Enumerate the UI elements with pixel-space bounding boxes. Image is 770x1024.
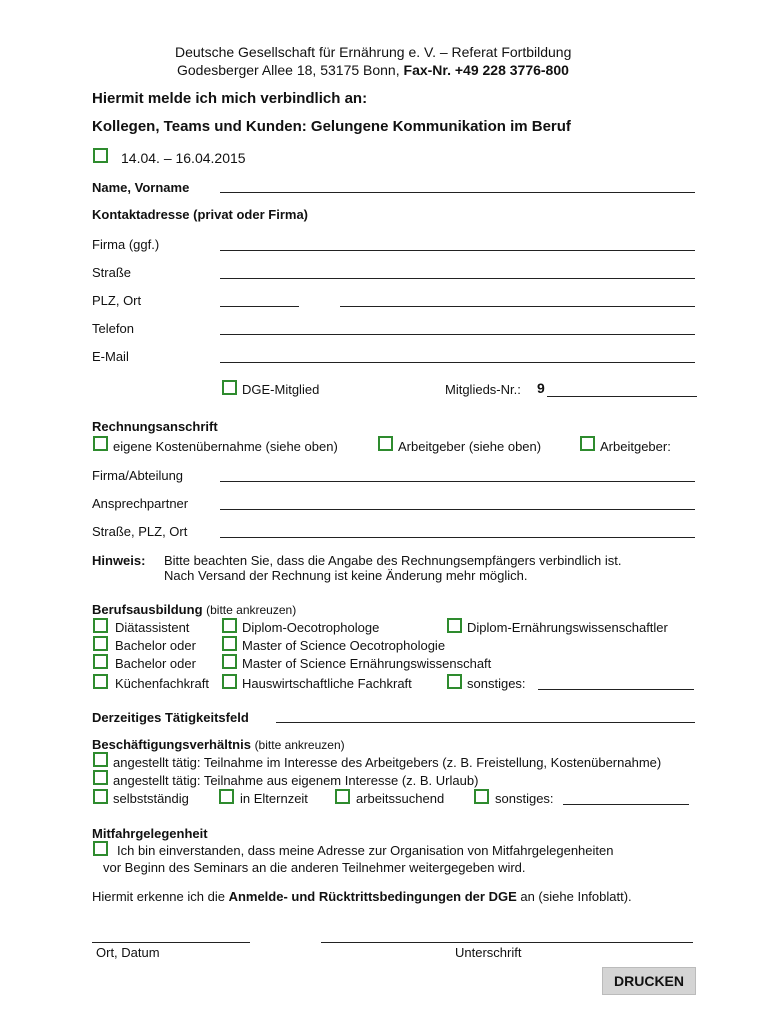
edu-other-input[interactable]: [538, 689, 694, 690]
employment-opt6-label: sonstiges:: [495, 791, 554, 806]
email-label: E-Mail: [92, 349, 129, 364]
edu-col2-2-checkbox[interactable]: [222, 654, 237, 669]
education-heading: [92, 602, 296, 617]
employment-opt3-checkbox[interactable]: [93, 789, 108, 804]
employment-opt5-checkbox[interactable]: [335, 789, 350, 804]
intro-heading: Hiermit melde ich mich verbindlich an:: [92, 90, 368, 107]
telefon-input[interactable]: [220, 334, 695, 335]
employment-opt4-checkbox[interactable]: [219, 789, 234, 804]
education-hint: (bitte ankreuzen): [206, 603, 297, 617]
employment-opt2-label: angestellt tätig: Teilnahme aus eigenem Interesse (z. B. Urlaub): [113, 773, 479, 788]
email-input[interactable]: [220, 362, 695, 363]
terms-pre: Hiermit erkenne ich die: [92, 889, 229, 904]
billing-address-input[interactable]: [220, 537, 695, 538]
edu-col2-0-checkbox[interactable]: [222, 618, 237, 633]
edu-col1-2-label: Bachelor oder: [115, 656, 196, 671]
edu-col1-0-checkbox[interactable]: [93, 618, 108, 633]
name-label: Name, Vorname: [92, 180, 190, 195]
plz-input[interactable]: [220, 306, 299, 307]
telefon-label: Telefon: [92, 321, 134, 336]
signature-label: Unterschrift: [455, 945, 522, 960]
carpool-checkbox[interactable]: [93, 841, 108, 856]
edu-col1-2-checkbox[interactable]: [93, 654, 108, 669]
edu-other-label: sonstiges:: [467, 676, 526, 691]
employment-opt3-label: selbstständig: [113, 791, 189, 806]
date-checkbox[interactable]: [93, 148, 108, 163]
ansprechpartner-input[interactable]: [220, 509, 695, 510]
notice-line1: Bitte beachten Sie, dass die Angabe des Rechnungsempfängers verbindlich ist.: [164, 553, 622, 568]
employment-hint: (bitte ankreuzen): [254, 738, 345, 752]
billing-address-label: Straße, PLZ, Ort: [92, 524, 188, 539]
employment-opt4-label: in Elternzeit: [240, 791, 308, 806]
employment-opt1-checkbox[interactable]: [93, 752, 108, 767]
dge-member-checkbox[interactable]: [222, 380, 237, 395]
edu-col1-0-label: Diätassistent: [115, 620, 190, 635]
edu-col2-1-label: Master of Science Oecotrophologie: [242, 638, 446, 653]
member-no-input[interactable]: [547, 396, 697, 397]
strasse-label: Straße: [92, 265, 132, 280]
fax-number: Fax-Nr. +49 228 3776-800: [403, 62, 569, 78]
place-date-input[interactable]: [92, 942, 250, 943]
ort-input[interactable]: [340, 306, 695, 307]
billing-employer-above-label: Arbeitgeber (siehe oben): [398, 439, 542, 454]
edu-col2-0-label: Diplom-Oecotrophologe: [242, 620, 380, 635]
billing-employer-label: Arbeitgeber:: [600, 439, 671, 454]
terms-text: [92, 889, 632, 904]
billing-employer-checkbox[interactable]: [580, 436, 595, 451]
strasse-input[interactable]: [220, 278, 695, 279]
billing-employer-above-checkbox[interactable]: [378, 436, 393, 451]
edu-col2-2-label: Master of Science Ernährungswissenschaft: [242, 656, 492, 671]
edu-col3-top-label: Diplom-Ernährungswissenschaftler: [467, 620, 668, 635]
education-title: Berufsausbildung: [92, 602, 203, 617]
current-field-label: Derzeitiges Tätigkeitsfeld: [92, 710, 249, 725]
edu-col2-3-label: Hauswirtschaftliche Fachkraft: [242, 676, 412, 691]
name-input[interactable]: [220, 192, 695, 193]
signature-input[interactable]: [321, 942, 693, 943]
org-address: [177, 62, 569, 78]
edu-col3-top-checkbox[interactable]: [447, 618, 462, 633]
edu-col1-1-checkbox[interactable]: [93, 636, 108, 651]
edu-other-checkbox[interactable]: [447, 674, 462, 689]
print-button[interactable]: DRUCKEN: [602, 967, 696, 995]
notice-label: Hinweis:: [92, 553, 146, 568]
edu-col1-1-label: Bachelor oder: [115, 638, 196, 653]
notice-line2: Nach Versand der Rechnung ist keine Änderung mehr möglich.: [164, 568, 528, 583]
employment-other-input[interactable]: [563, 804, 689, 805]
member-no-value[interactable]: 9: [537, 380, 545, 396]
carpool-line1: Ich bin einverstanden, dass meine Adresse zur Organisation von Mitfahrgelegenheiten: [117, 843, 614, 858]
date-option: 14.04. – 16.04.2015: [121, 150, 246, 166]
firma-label: Firma (ggf.): [92, 237, 160, 252]
carpool-heading: Mitfahrgelegenheit: [92, 826, 208, 841]
employment-title: Beschäftigungsverhältnis: [92, 737, 251, 752]
employment-heading: [92, 737, 345, 752]
plz-ort-label: PLZ, Ort: [92, 293, 142, 308]
place-date-label: Ort, Datum: [96, 945, 160, 960]
edu-col2-3-checkbox[interactable]: [222, 674, 237, 689]
employment-opt1-label: angestellt tätig: Teilnahme im Interesse des Arbeitgebers (z. B. Freistellung, Kostenübernahme): [113, 755, 662, 770]
edu-col1-3-label: Küchenfachkraft: [115, 676, 209, 691]
edu-col2-1-checkbox[interactable]: [222, 636, 237, 651]
firma-abteilung-input[interactable]: [220, 481, 695, 482]
current-field-input[interactable]: [276, 722, 695, 723]
billing-heading: Rechnungsanschrift: [92, 419, 218, 434]
dge-member-label: DGE-Mitglied: [242, 382, 320, 397]
carpool-line2: vor Beginn des Seminars an die anderen Teilnehmer weitergegeben wird.: [103, 860, 526, 875]
address-text: Godesberger Allee 18, 53175 Bonn,: [177, 62, 400, 78]
terms-link: Anmelde- und Rücktrittsbedingungen der DGE: [228, 889, 517, 904]
employment-opt2-checkbox[interactable]: [93, 770, 108, 785]
edu-col1-3-checkbox[interactable]: [93, 674, 108, 689]
course-title: Kollegen, Teams und Kunden: Gelungene Kommunikation im Beruf: [92, 118, 571, 135]
contact-heading: Kontaktadresse (privat oder Firma): [92, 207, 309, 222]
billing-self-label: eigene Kostenübernahme (siehe oben): [113, 439, 338, 454]
member-no-label: Mitglieds-Nr.:: [445, 382, 521, 397]
firma-abteilung-label: Firma/Abteilung: [92, 468, 184, 483]
ansprechpartner-label: Ansprechpartner: [92, 496, 189, 511]
employment-opt6-checkbox[interactable]: [474, 789, 489, 804]
firma-input[interactable]: [220, 250, 695, 251]
org-line: Deutsche Gesellschaft für Ernährung e. V. – Referat Fortbildung: [175, 44, 572, 60]
billing-self-checkbox[interactable]: [93, 436, 108, 451]
terms-post: an (siehe Infoblatt).: [516, 889, 632, 904]
employment-opt5-label: arbeitssuchend: [356, 791, 445, 806]
